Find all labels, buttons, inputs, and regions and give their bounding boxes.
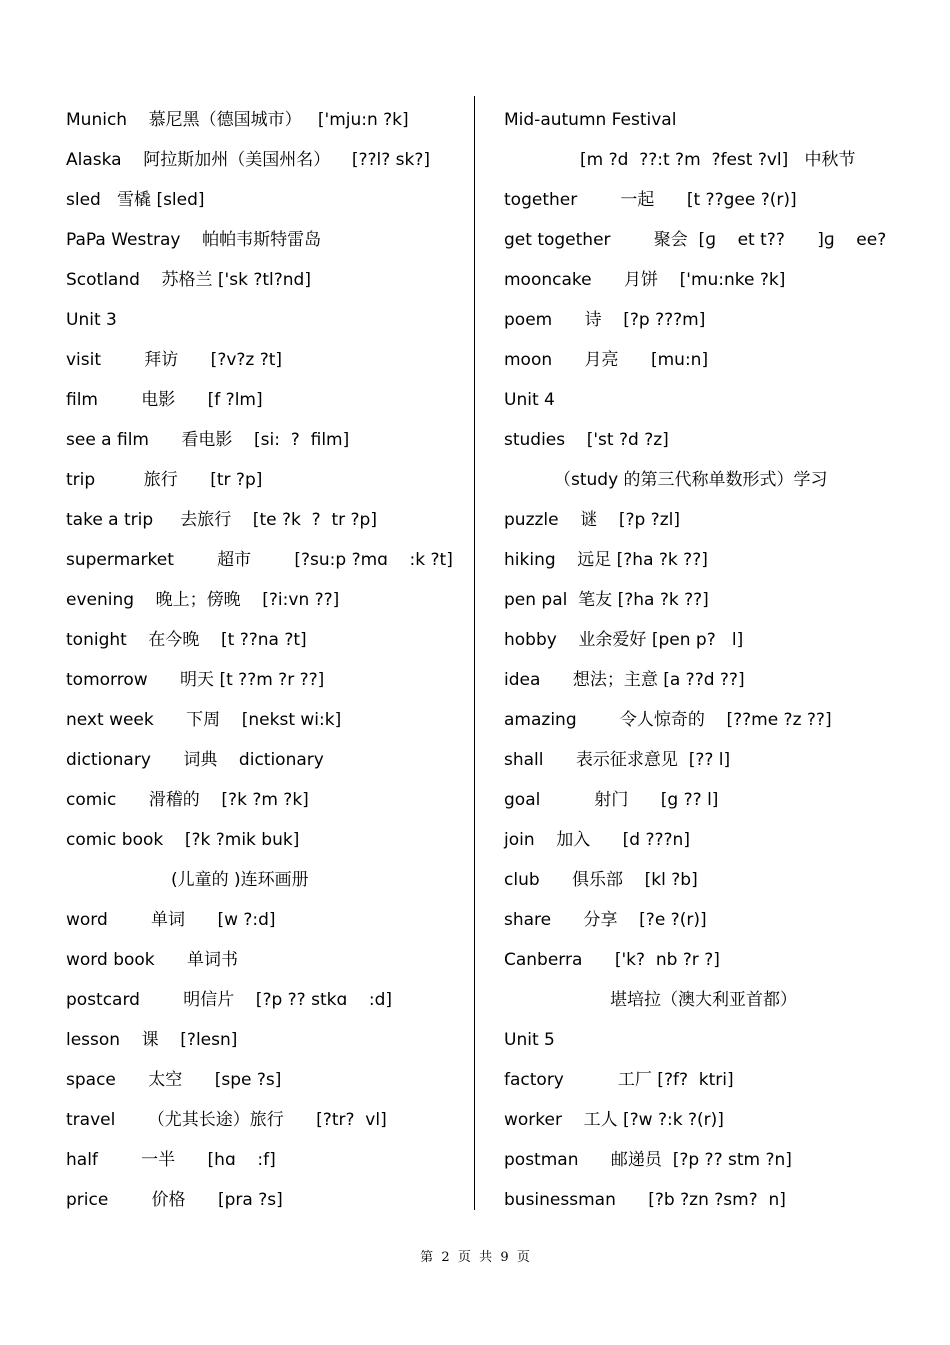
vocab-entry: [m ?d ??:t ?m ?fest ?vl] 中秋节 bbox=[580, 150, 856, 170]
vocab-entry: amazing 令人惊奇的 [??me ?z ??] bbox=[504, 710, 832, 730]
vocab-entry: hobby 业余爱好 [pen p? l] bbox=[504, 630, 744, 650]
vocab-entry: Unit 3 bbox=[66, 310, 117, 330]
vocab-entry: 堪培拉（澳大利亚首都） bbox=[610, 990, 797, 1010]
vocab-entry: half 一半 [hɑ :f] bbox=[66, 1150, 276, 1170]
vocab-entry: poem 诗 [?p ???m] bbox=[504, 310, 706, 330]
vocab-entry: sled 雪橇 [sled] bbox=[66, 190, 205, 210]
vocab-entry: worker 工人 [?w ?:k ?(r)] bbox=[504, 1110, 724, 1130]
vocab-entry: Mid-autumn Festival bbox=[504, 110, 677, 130]
vocab-entry: evening 晚上；傍晚 [?i:vn ??] bbox=[66, 590, 340, 610]
vocab-entry: tomorrow 明天 [t ??m ?r ??] bbox=[66, 670, 325, 690]
vocab-entry: word 单词 [w ?:d] bbox=[66, 910, 276, 930]
vocab-entry: join 加入 [d ???n] bbox=[504, 830, 690, 850]
vocab-entry: goal 射门 [g ?? l] bbox=[504, 790, 719, 810]
vocab-entry: lesson 课 [?lesn] bbox=[66, 1030, 238, 1050]
vocab-entry: travel （尤其长途）旅行 [?tr? vl] bbox=[66, 1110, 387, 1130]
vocab-entry: pen pal 笔友 [?ha ?k ??] bbox=[504, 590, 709, 610]
vocab-entry: (儿童的 )连环画册 bbox=[171, 870, 309, 890]
vocab-entry: see a film 看电影 [si: ? film] bbox=[66, 430, 350, 450]
vocab-entry: puzzle 谜 [?p ?zl] bbox=[504, 510, 680, 530]
vocab-entry: tonight 在今晚 [t ??na ?t] bbox=[66, 630, 307, 650]
vocab-entry: comic 滑稽的 [?k ?m ?k] bbox=[66, 790, 309, 810]
vocab-entry: next week 下周 [nekst wi:k] bbox=[66, 710, 342, 730]
vocab-entry: Munich 慕尼黑（德国城市） ['mju:n ?k] bbox=[66, 110, 409, 130]
vocab-entry: businessman [?b ?zn ?sm? n] bbox=[504, 1190, 786, 1210]
vocab-entry: idea 想法；主意 [a ??d ??] bbox=[504, 670, 745, 690]
vocab-entry: trip 旅行 [tr ?p] bbox=[66, 470, 263, 490]
vocab-entry: Canberra ['k? nb ?r ?] bbox=[504, 950, 720, 970]
vocab-entry: PaPa Westray 帕帕韦斯特雷岛 bbox=[66, 230, 322, 250]
vocab-entry: club 俱乐部 [kl ?b] bbox=[504, 870, 698, 890]
vocab-entry: share 分享 [?e ?(r)] bbox=[504, 910, 707, 930]
vocab-entry: Unit 5 bbox=[504, 1030, 555, 1050]
vocab-entry: visit 拜访 [?v?z ?t] bbox=[66, 350, 283, 370]
vocab-entry: word book 单词书 bbox=[66, 950, 239, 970]
page-footer: 第 2 页 共 9 页 bbox=[420, 1250, 530, 1265]
vocab-entry: mooncake 月饼 ['mu:nke ?k] bbox=[504, 270, 786, 290]
vocab-entry: moon 月亮 [mu:n] bbox=[504, 350, 709, 370]
vocab-entry: film 电影 [f ?lm] bbox=[66, 390, 263, 410]
vocab-entry: space 太空 [spe ?s] bbox=[66, 1070, 282, 1090]
vocab-entry: postman 邮递员 [?p ?? stm ?n] bbox=[504, 1150, 792, 1170]
vocab-entry: get together 聚会 [ɡ et t?? ]ɡ ee? bbox=[504, 230, 887, 250]
vocab-entry: comic book [?k ?mik buk] bbox=[66, 830, 300, 850]
vocab-entry: supermarket 超市 [?su:p ?mɑ :k ?t] bbox=[66, 550, 453, 570]
vocab-entry: shall 表示征求意见 [?? l] bbox=[504, 750, 731, 770]
vocab-entry: （study 的第三代称单数形式）学习 bbox=[554, 470, 828, 490]
vocab-entry: price 价格 [pra ?s] bbox=[66, 1190, 283, 1210]
vocab-entry: together 一起 [t ??gee ?(r)] bbox=[504, 190, 797, 210]
vocab-entry: factory 工厂 [?f? ktri] bbox=[504, 1070, 734, 1090]
vocab-entry: take a trip 去旅行 [te ?k ? tr ?p] bbox=[66, 510, 377, 530]
vocab-entry: hiking 远足 [?ha ?k ??] bbox=[504, 550, 708, 570]
vocab-entry: Scotland 苏格兰 ['sk ?tl?nd] bbox=[66, 270, 311, 290]
vocab-entry: Unit 4 bbox=[504, 390, 555, 410]
vocab-entry: studies ['st ?d ?z] bbox=[504, 430, 669, 450]
column-divider bbox=[474, 96, 475, 1210]
vocab-entry: dictionary 词典 dictionary bbox=[66, 750, 324, 770]
vocab-entry: postcard 明信片 [?p ?? stkɑ :d] bbox=[66, 990, 393, 1010]
vocab-entry: Alaska 阿拉斯加州（美国州名） [??l? sk?] bbox=[66, 150, 431, 170]
